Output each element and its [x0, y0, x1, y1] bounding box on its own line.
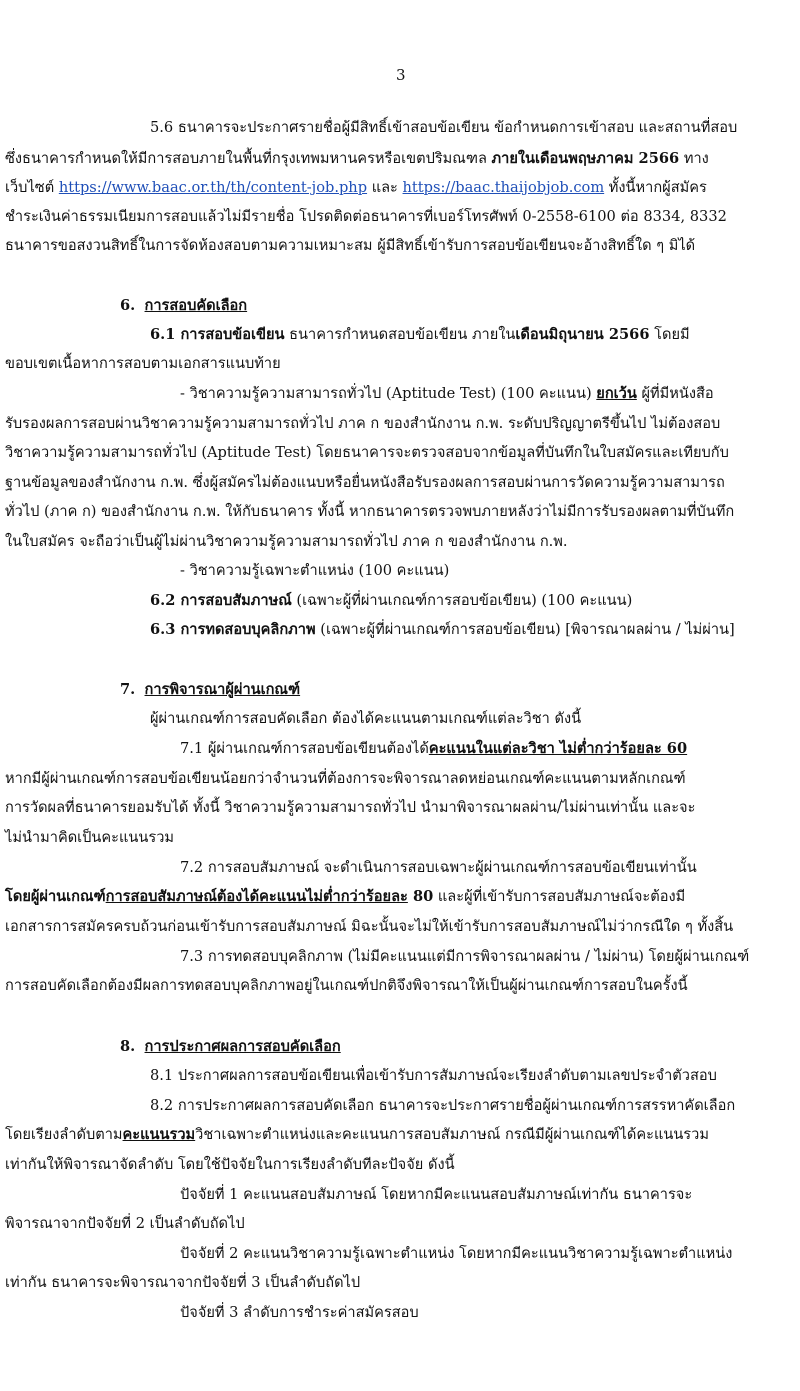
s7-1-line-1: 7.1 ผู้ผ่านเกณฑ์การสอบข้อเขียนต้องได้คะแนนในแต่ละวิชา ไม่ต่ำกว่าร้อยละ 60: [180, 740, 688, 757]
exception-label: ยกเว้น: [596, 385, 637, 402]
s7-heading: 7. การพิจารณาผู้ผ่านเกณฑ์: [120, 681, 301, 698]
s8-heading: 8. การประกาศผลการสอบคัดเลือก: [120, 1038, 341, 1055]
factor-1-line-1: ปัจจัยที่ 1 คะแนนสอบสัมภาษณ์ โดยหากมีคะแนนสอบสัมภาษณ์เท่ากัน ธนาคารจะ: [180, 1186, 693, 1203]
s7-1-line-4: ไม่นำมาคิดเป็นคะแนนรวม: [5, 829, 175, 846]
s6-bullet-line-3: วิชาความรู้ความสามารถทั่วไป (Aptitude Test) โดยธนาคารจะตรวจสอบจากข้อมูลที่บันทึกในใบสมัครและเทียบกับ: [5, 444, 729, 461]
s5-6-line-1: 5.6 ธนาคารจะประกาศรายชื่อผู้มีสิทธิ์เข้าสอบข้อเขียน ข้อกำหนดการเข้าสอบ และสถานที่สอบ: [150, 119, 738, 136]
s5-6-line-4: ชำระเงินค่าธรรมเนียมการสอบแล้วไม่มีรายชื่อ โปรดติดต่อธนาคารที่เบอร์โทรศัพท์ 0-2558-6100 ต่อ 8334, 8332: [5, 208, 727, 225]
total-score-label: คะแนนรวม: [122, 1126, 196, 1143]
s6-bullet-aptitude: - วิชาความรู้ความสามารถทั่วไป (Aptitude Test) (100 คะแนน) ยกเว้น ผู้ที่มีหนังสือ: [180, 385, 714, 402]
factor-2-line-1: ปัจจัยที่ 2 คะแนนวิชาความรู้เฉพาะตำแหน่ง โดยหากมีคะแนนวิชาความรู้เฉพาะตำแหน่ง: [180, 1245, 733, 1262]
s6-bullet-specific: - วิชาความรู้เฉพาะตำแหน่ง (100 คะแนน): [180, 562, 450, 579]
s8-1: 8.1 ประกาศผลการสอบข้อเขียนเพื่อเข้ารับการสัมภาษณ์จะเรียงลำดับตามเลขประจำตัวสอบ: [150, 1067, 717, 1084]
s5-6-line-2: ซึ่งธนาคารกำหนดให้มีการสอบภายในพื้นที่กรุงเทพมหานครหรือเขตปริมณฑล ภายในเดือนพฤษภาคม 2566 ทาง: [5, 150, 709, 167]
s6-3: 6.3 การทดสอบบุคลิกภาพ (เฉพาะผู้ที่ผ่านเกณฑ์การสอบข้อเขียน) [พิจารณาผลผ่าน / ไม่ผ่าน]: [150, 621, 735, 638]
s6-2: 6.2 การสอบสัมภาษณ์ (เฉพาะผู้ที่ผ่านเกณฑ์การสอบข้อเขียน) (100 คะแนน): [150, 592, 633, 609]
s6-1-line-1: 6.1 การสอบข้อเขียน ธนาคารกำหนดสอบข้อเขียน ภายในเดือนมิถุนายน 2566 โดยมี: [150, 326, 690, 343]
s7-2-line-3: เอกสารการสมัครครบถ้วนก่อนเข้ารับการสอบสัมภาษณ์ มิฉะนั้นจะไม่ให้เข้ารับการสอบสัมภาษณ์ไม่ว่ากรณีใด ๆ ทั้งสิ้น: [5, 918, 734, 935]
s5-6-line-5: ธนาคารขอสงวนสิทธิ์ในการจัดห้องสอบตามความเหมาะสม ผู้มีสิทธิ์เข้ารับการสอบข้อเขียนจะอ้างสิทธิ์ใด ๆ มิได้: [5, 237, 696, 254]
s7-3-line-2: การสอบคัดเลือกต้องมีผลการทดสอบบุคลิกภาพอยู่ในเกณฑ์ปกติจึงพิจารณาให้เป็นผู้ผ่านเกณฑ์การสอบในครั้งนี้: [5, 977, 688, 994]
s7-title: การพิจารณาผู้ผ่านเกณฑ์: [144, 681, 301, 698]
s6-1-line-2: ขอบเขตเนื้อหาการสอบตามเอกสารแนบท้าย: [5, 355, 281, 372]
s6-bullet-line-6: ในใบสมัคร จะถือว่าเป็นผู้ไม่ผ่านวิชาความรู้ความสามารถทั่วไป ภาค ก ของสำนักงาน ก.พ.: [5, 533, 568, 550]
s6-heading: 6. การสอบคัดเลือก: [120, 297, 248, 314]
s8-title: การประกาศผลการสอบคัดเลือก: [144, 1038, 341, 1055]
s8-2-line-2: โดยเรียงลำดับตามคะแนนรวมวิชาเฉพาะตำแหน่งและคะแนนการสอบสัมภาษณ์ กรณีมีผู้ผ่านเกณฑ์ได้คะแนนรวม: [5, 1126, 709, 1143]
s6-bullet-line-5: ทั่วไป (ภาค ก) ของสำนักงาน ก.พ. ให้กับธนาคาร ทั้งนี้ หากธนาคารตรวจพบภายหลังว่าไม่มีการรับรองผลตามที่บันทึก: [5, 503, 735, 520]
written-pass-threshold: คะแนนในแต่ละวิชา ไม่ต่ำกว่าร้อยละ 60: [428, 740, 688, 757]
announcement-month: ภายในเดือนพฤษภาคม 2566: [491, 150, 680, 167]
s5-6-line-3: เว็บไซต์ https://www.baac.or.th/th/content-job.php และ https://baac.thaijobjob.com ทั้งนี้หากผู้สมัคร: [5, 179, 707, 196]
s6-bullet-line-2: รับรองผลการสอบผ่านวิชาความรู้ความสามารถทั่วไป ภาค ก ของสำนักงาน ก.พ. ระดับปริญญาตรีขึ้นไป ไม่ต้องสอบ: [5, 415, 721, 432]
s7-intro: ผู้ผ่านเกณฑ์การสอบคัดเลือก ต้องได้คะแนนตามเกณฑ์แต่ละวิชา ดังนี้: [150, 710, 582, 727]
interview-pass-threshold: การสอบสัมภาษณ์ต้องได้คะแนนไม่ต่ำกว่าร้อยละ: [105, 888, 408, 905]
factor-2-line-2: เท่ากัน ธนาคารจะพิจารณาจากปัจจัยที่ 3 เป็นลำดับถัดไป: [5, 1274, 361, 1291]
s7-2-line-1: 7.2 การสอบสัมภาษณ์ จะดำเนินการสอบเฉพาะผู้ผ่านเกณฑ์การสอบข้อเขียนเท่านั้น: [180, 859, 697, 876]
s8-2-line-3: เท่ากันให้พิจารณาจัดลำดับ โดยใช้ปัจจัยในการเรียงลำดับทีละปัจจัย ดังนี้: [5, 1156, 455, 1173]
s7-2-line-2: โดยผู้ผ่านเกณฑ์การสอบสัมภาษณ์ต้องได้คะแนนไม่ต่ำกว่าร้อยละ 80 และผู้ที่เข้ารับการสอบสัมภาษณ์จะต้องมี: [5, 888, 686, 905]
page-number: 3: [396, 66, 406, 84]
s6-bullet-line-4: ฐานข้อมูลของสำนักงาน ก.พ. ซึ่งผู้สมัครไม่ต้องแนบหรือยื่นหนังสือรับรองผลการสอบผ่านการวัดความรู้ความสามารถ: [5, 474, 725, 491]
s6-title: การสอบคัดเลือก: [144, 297, 248, 314]
s8-2-line-1: 8.2 การประกาศผลการสอบคัดเลือก ธนาคารจะประกาศรายชื่อผู้ผ่านเกณฑ์การสรรหาคัดเลือก: [150, 1097, 736, 1114]
factor-1-line-2: พิจารณาจากปัจจัยที่ 2 เป็นลำดับถัดไป: [5, 1215, 245, 1232]
s7-1-line-3: การวัดผลที่ธนาคารยอมรับได้ ทั้งนี้ วิชาความรู้ความสามารถทั่วไป นำมาพิจารณาผลผ่าน/ไม่ผ่านเท่านั้น และจะ: [5, 799, 696, 816]
baac-content-job-link[interactable]: https://www.baac.or.th/th/content-job.php: [58, 179, 368, 196]
factor-3: ปัจจัยที่ 3 ลำดับการชำระค่าสมัครสอบ: [180, 1304, 419, 1321]
thaijobjob-link[interactable]: https://baac.thaijobjob.com: [402, 179, 605, 196]
s7-1-line-2: หากมีผู้ผ่านเกณฑ์การสอบข้อเขียนน้อยกว่าจำนวนที่ต้องการจะพิจารณาลดหย่อนเกณฑ์คะแนนตามหลักเกณฑ์: [5, 770, 686, 787]
s7-3-line-1: 7.3 การทดสอบบุคลิกภาพ (ไม่มีคะแนนแต่มีการพิจารณาผลผ่าน / ไม่ผ่าน) โดยผู้ผ่านเกณฑ์: [180, 948, 750, 965]
